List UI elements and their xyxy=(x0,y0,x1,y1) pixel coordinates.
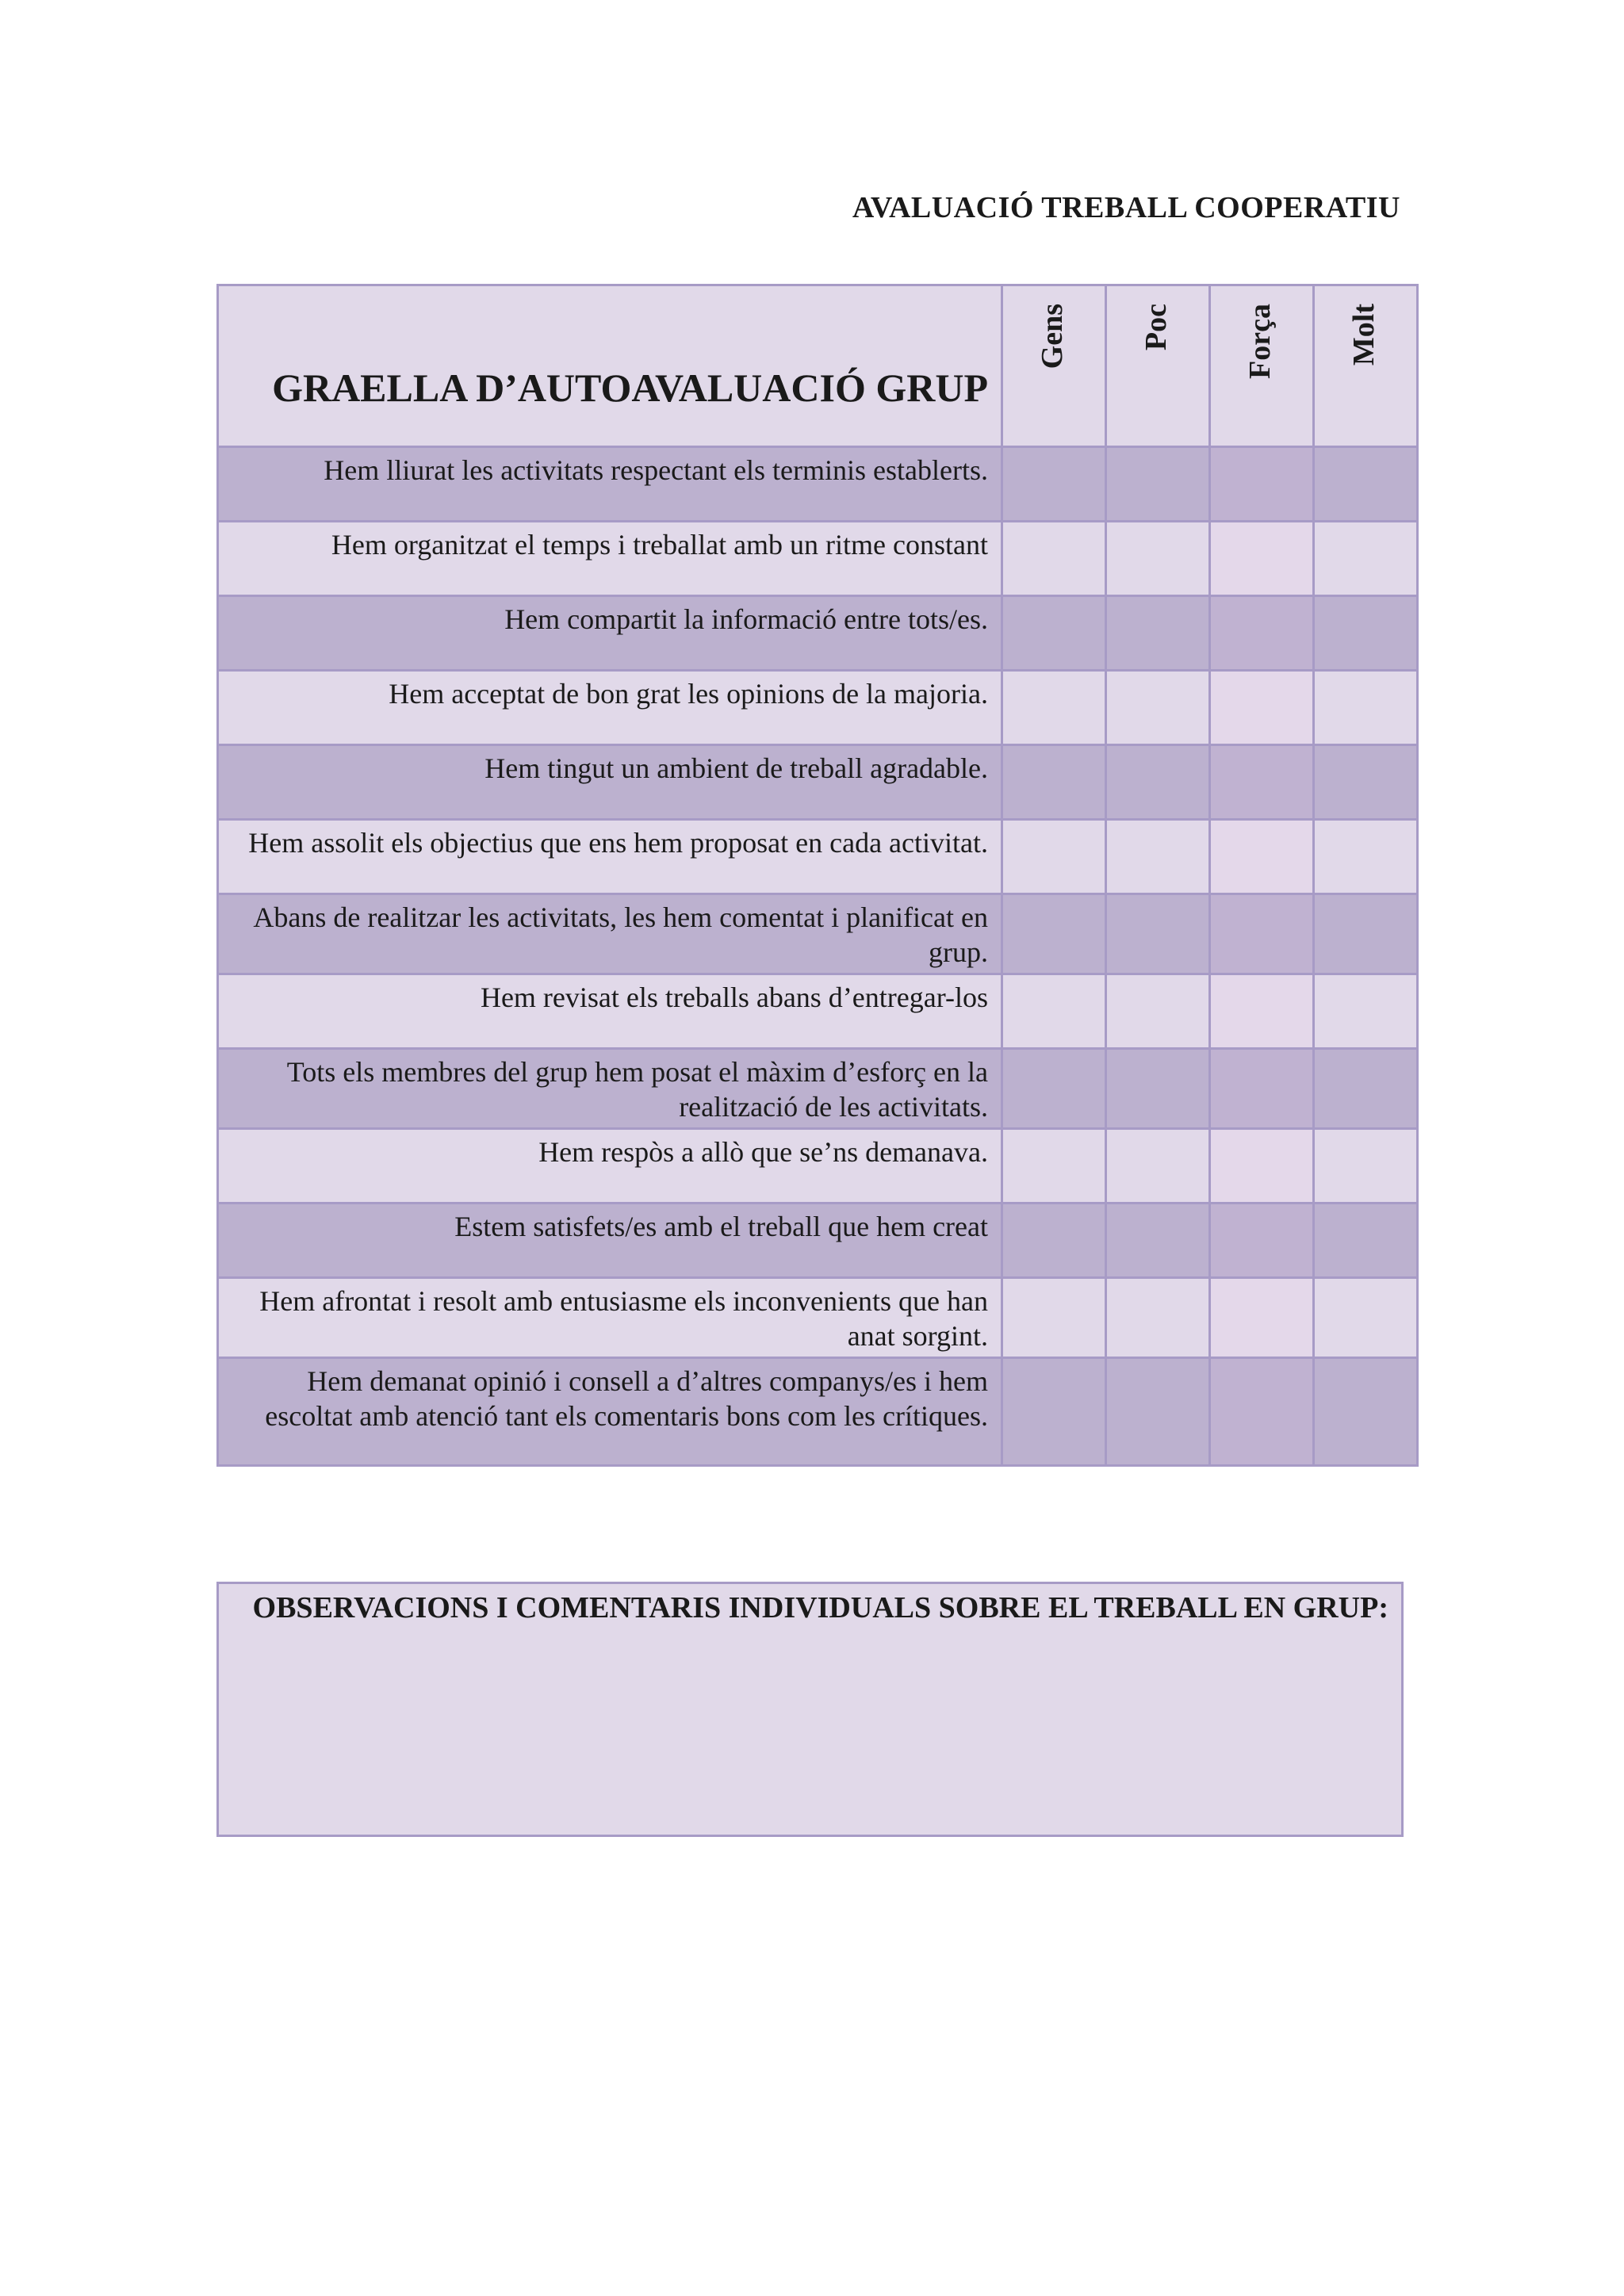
rating-cell-poc[interactable] xyxy=(1106,1278,1210,1358)
table-row xyxy=(218,1049,1418,1129)
statement-cell: Hem respòs a allò que se’ns demanava. xyxy=(218,1129,1002,1203)
statement-cell: Hem organitzat el temps i treballat amb un ritme constant xyxy=(218,522,1002,596)
observations-title: OBSERVACIONS I COMENTARIS INDIVIDUALS SOBRE EL TREBALL EN GRUP: xyxy=(252,1591,1388,1624)
rating-cell-molt[interactable] xyxy=(1314,745,1418,820)
rating-cell-gens[interactable] xyxy=(1002,596,1106,671)
rating-cell-molt[interactable] xyxy=(1314,522,1418,596)
statement-cell: Estem satisfets/es amb el treball que hem creat xyxy=(218,1203,1002,1278)
table-row xyxy=(218,1129,1418,1203)
self-assessment-grid xyxy=(216,284,1419,1467)
rating-cell-gens[interactable] xyxy=(1002,671,1106,745)
rating-cell-forca[interactable] xyxy=(1210,820,1314,894)
column-header-gens xyxy=(1002,285,1106,447)
rating-cell-molt[interactable] xyxy=(1314,974,1418,1049)
rating-cell-molt[interactable] xyxy=(1314,894,1418,974)
column-header-molt xyxy=(1314,285,1418,447)
table-row xyxy=(218,671,1418,745)
rating-cell-poc[interactable] xyxy=(1106,671,1210,745)
table-row xyxy=(218,1278,1418,1358)
statement-cell: Abans de realitzar les activitats, les hem comentat i planificat en grup. xyxy=(218,894,1002,974)
rating-cell-gens[interactable] xyxy=(1002,1358,1106,1466)
statement-cell: Hem demanat opinió i consell a d’altres companys/es i hem escoltat amb atenció tant els comentaris bons com les crítiques. xyxy=(218,1358,1002,1466)
rating-cell-poc[interactable] xyxy=(1106,522,1210,596)
rating-cell-forca[interactable] xyxy=(1210,894,1314,974)
rating-cell-gens[interactable] xyxy=(1002,1278,1106,1358)
table-row xyxy=(218,894,1418,974)
statement-cell: Hem assolit els objectius que ens hem proposat en cada activitat. xyxy=(218,820,1002,894)
rating-cell-gens[interactable] xyxy=(1002,894,1106,974)
rating-cell-molt[interactable] xyxy=(1314,596,1418,671)
rating-cell-gens[interactable] xyxy=(1002,745,1106,820)
rating-cell-forca[interactable] xyxy=(1210,522,1314,596)
statement-cell: Hem afrontat i resolt amb entusiasme els inconvenients que han anat sorgint. xyxy=(218,1278,1002,1358)
document-title: AVALUACIÓ TREBALL COOPERATIU xyxy=(852,191,1400,224)
table-row xyxy=(218,820,1418,894)
column-header-label: Molt xyxy=(1347,304,1381,366)
column-header-label: Força xyxy=(1243,304,1277,379)
rating-cell-molt[interactable] xyxy=(1314,1358,1418,1466)
rating-cell-poc[interactable] xyxy=(1106,1358,1210,1466)
rating-cell-forca[interactable] xyxy=(1210,1278,1314,1358)
table-row xyxy=(218,1358,1418,1466)
table-row xyxy=(218,522,1418,596)
table-row xyxy=(218,974,1418,1049)
column-header-label: Gens xyxy=(1036,304,1069,369)
table-row xyxy=(218,1203,1418,1278)
rating-cell-poc[interactable] xyxy=(1106,447,1210,522)
rating-cell-poc[interactable] xyxy=(1106,974,1210,1049)
rating-cell-gens[interactable] xyxy=(1002,1203,1106,1278)
rating-cell-molt[interactable] xyxy=(1314,1278,1418,1358)
rating-cell-forca[interactable] xyxy=(1210,745,1314,820)
rating-cell-poc[interactable] xyxy=(1106,596,1210,671)
statement-cell: Hem lliurat les activitats respectant els terminis establerts. xyxy=(218,447,1002,522)
rating-cell-poc[interactable] xyxy=(1106,745,1210,820)
column-header-poc xyxy=(1106,285,1210,447)
rating-cell-gens[interactable] xyxy=(1002,447,1106,522)
rating-cell-gens[interactable] xyxy=(1002,820,1106,894)
rating-cell-gens[interactable] xyxy=(1002,522,1106,596)
rating-cell-poc[interactable] xyxy=(1106,1049,1210,1129)
statement-cell: Hem revisat els treballs abans d’entregar-los xyxy=(218,974,1002,1049)
table-row xyxy=(218,447,1418,522)
rating-cell-forca[interactable] xyxy=(1210,447,1314,522)
rating-cell-forca[interactable] xyxy=(1210,671,1314,745)
rating-cell-molt[interactable] xyxy=(1314,1203,1418,1278)
statement-cell: Hem tingut un ambient de treball agradable. xyxy=(218,745,1002,820)
rating-cell-forca[interactable] xyxy=(1210,596,1314,671)
rating-cell-molt[interactable] xyxy=(1314,1049,1418,1129)
rating-cell-molt[interactable] xyxy=(1314,447,1418,522)
rating-cell-forca[interactable] xyxy=(1210,1203,1314,1278)
table-row xyxy=(218,745,1418,820)
rating-cell-poc[interactable] xyxy=(1106,894,1210,974)
grid-title: GRAELLA D’AUTOAVALUACIÓ GRUP xyxy=(218,285,1002,447)
rating-cell-forca[interactable] xyxy=(1210,1129,1314,1203)
rating-cell-poc[interactable] xyxy=(1106,820,1210,894)
rating-cell-forca[interactable] xyxy=(1210,1358,1314,1466)
rating-cell-molt[interactable] xyxy=(1314,671,1418,745)
statement-cell: Hem compartit la informació entre tots/es. xyxy=(218,596,1002,671)
rating-cell-forca[interactable] xyxy=(1210,974,1314,1049)
rating-cell-molt[interactable] xyxy=(1314,1129,1418,1203)
column-header-forca xyxy=(1210,285,1314,447)
rating-cell-poc[interactable] xyxy=(1106,1203,1210,1278)
column-header-label: Poc xyxy=(1139,304,1173,351)
rating-cell-forca[interactable] xyxy=(1210,1049,1314,1129)
rating-cell-gens[interactable] xyxy=(1002,974,1106,1049)
rating-cell-gens[interactable] xyxy=(1002,1129,1106,1203)
grid-header-row xyxy=(218,285,1418,447)
statement-cell: Tots els membres del grup hem posat el màxim d’esforç en la realització de les activitats. xyxy=(218,1049,1002,1129)
table-row xyxy=(218,596,1418,671)
observations-box[interactable] xyxy=(216,1582,1404,1837)
rating-cell-molt[interactable] xyxy=(1314,820,1418,894)
rating-cell-gens[interactable] xyxy=(1002,1049,1106,1129)
rating-cell-poc[interactable] xyxy=(1106,1129,1210,1203)
statement-cell: Hem acceptat de bon grat les opinions de la majoria. xyxy=(218,671,1002,745)
